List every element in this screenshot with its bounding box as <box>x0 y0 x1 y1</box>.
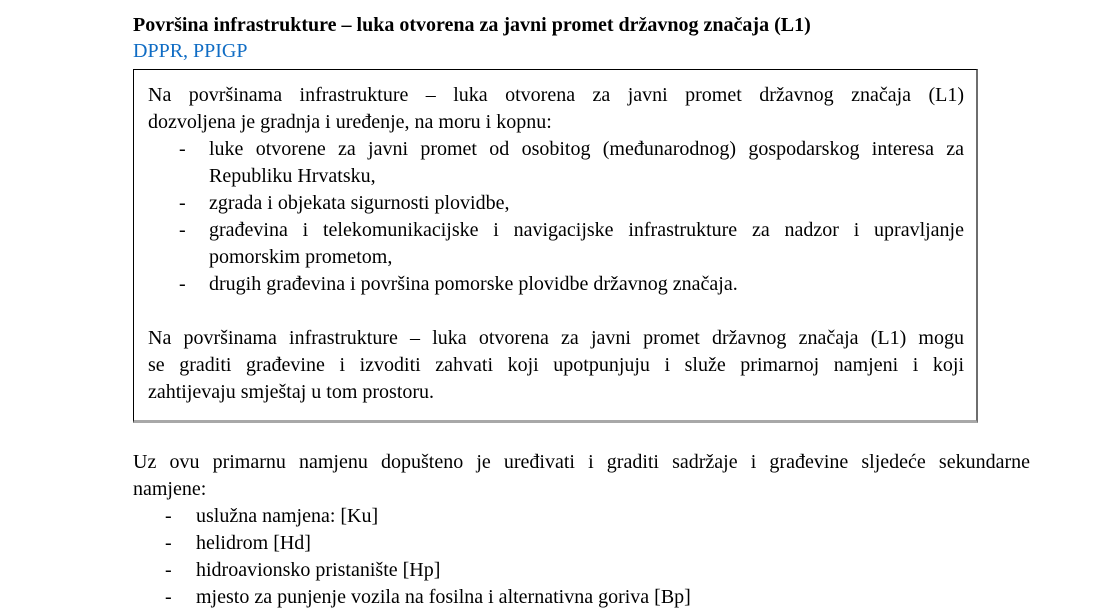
box-closing-paragraph <box>148 325 964 406</box>
list-item-text: helidrom [Hd] <box>196 532 311 554</box>
list-item-text: mjesto za punjenje vozila na fosilna i alternativna goriva [Bp] <box>196 586 691 608</box>
dash-marker: - <box>179 192 186 214</box>
dash-marker: - <box>179 138 186 160</box>
box-list <box>148 136 964 298</box>
text-line: pomorskim prometom, <box>209 246 393 268</box>
list-item-text <box>209 217 964 271</box>
regulation-box <box>133 69 978 423</box>
dash-marker: - <box>165 586 172 608</box>
box-list-item <box>148 136 964 190</box>
box-list-item <box>148 217 964 271</box>
list-item-text <box>209 136 964 190</box>
box-list-item <box>148 271 964 298</box>
plan-reference-link[interactable]: DPPR, PPIGP <box>133 40 248 62</box>
dash-marker: - <box>165 559 172 581</box>
dash-marker: - <box>165 532 172 554</box>
document-page <box>133 12 1030 611</box>
box-list-item <box>148 190 964 217</box>
secondary-purposes-section <box>133 449 1030 611</box>
secondary-list-item <box>133 557 1030 584</box>
secondary-intro-paragraph <box>133 449 1030 503</box>
list-item-text <box>209 190 964 217</box>
page-title: Površina infrastrukture – luka otvorena za javni promet državnog značaja (L1) <box>133 14 811 36</box>
secondary-list-item <box>133 530 1030 557</box>
text-line: Uz ovu primarnu namjenu dopušteno je uređivati i graditi sadržaje i građevine sljedeće sekundarne <box>133 451 1030 473</box>
text-line: zgrada i objekata sigurnosti plovidbe, <box>209 192 510 214</box>
text-line: se graditi građevine i izvoditi zahvati koji upotpunjuju i služe primarnoj namjeni i koji <box>148 354 964 376</box>
box-intro-paragraph <box>148 82 964 136</box>
text-line: luke otvorene za javni promet od osobitog (međunarodnog) gospodarskog interesa za <box>209 138 964 160</box>
text-line: Na površinama infrastrukture – luka otvorena za javni promet državnog značaja (L1) mogu <box>148 327 964 349</box>
text-line: namjene: <box>133 478 207 500</box>
text-line: Na površinama infrastrukture – luka otvorena za javni promet državnog značaja (L1) <box>148 84 964 106</box>
secondary-list-item <box>133 584 1030 611</box>
secondary-list <box>133 503 1030 611</box>
text-line: građevina i telekomunikacijske i navigacijske infrastrukture za nadzor i upravljanje <box>209 219 964 241</box>
dash-marker: - <box>179 219 186 241</box>
dash-marker: - <box>179 273 186 295</box>
list-item-text: hidroavionsko pristanište [Hp] <box>196 559 441 581</box>
secondary-list-item <box>133 503 1030 530</box>
text-line: zahtijevaju smještaj u tom prostoru. <box>148 381 435 403</box>
list-item-text: uslužna namjena: [Ku] <box>196 505 379 527</box>
text-line: Republiku Hrvatsku, <box>209 165 376 187</box>
dash-marker: - <box>165 505 172 527</box>
text-line: dozvoljena je gradnja i uređenje, na moru i kopnu: <box>148 111 552 133</box>
text-line: drugih građevina i površina pomorske plovidbe državnog značaja. <box>209 273 738 295</box>
list-item-text <box>209 271 964 298</box>
